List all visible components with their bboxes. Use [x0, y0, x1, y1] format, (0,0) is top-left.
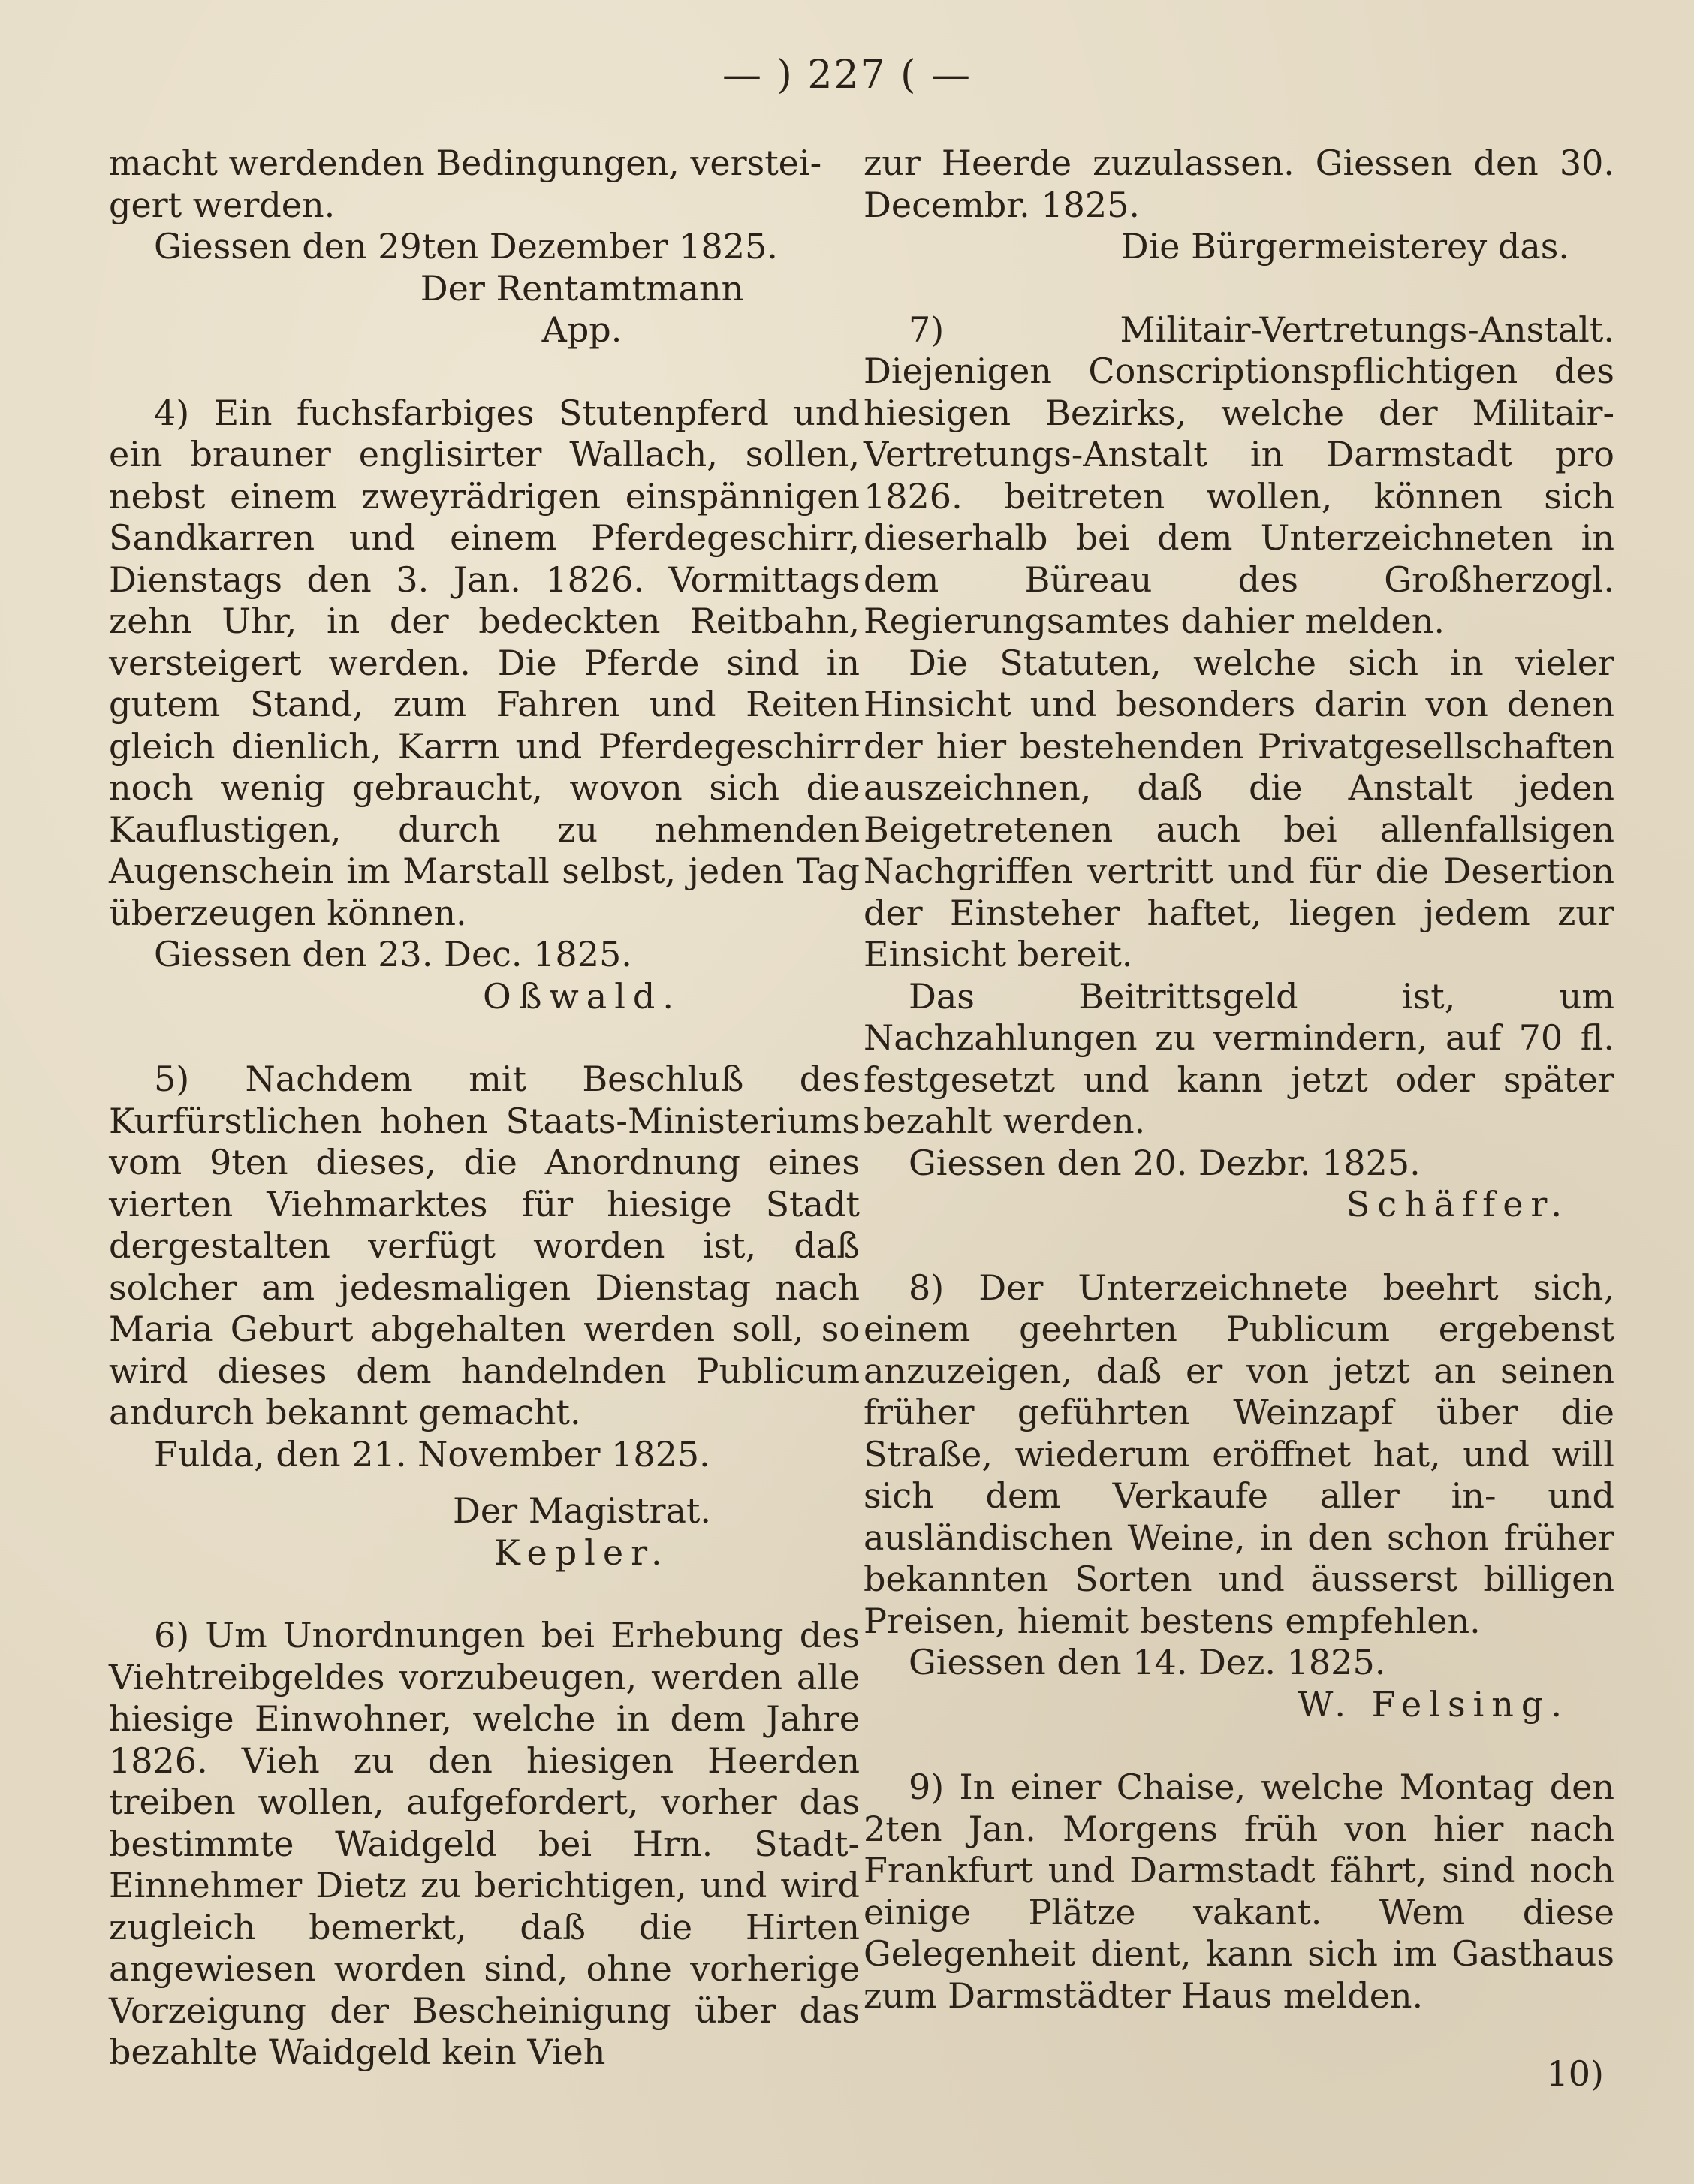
continued-text: macht werdenden Bedingungen, verstei- [109, 143, 822, 183]
notice-4-text: 4) Ein fuchsfarbiges Stutenpferd und ein brauner englisirter Wallach, sollen, nebst einem zweyrädrigen einspännigen Sandkarren und einem Pferdegeschirr, Dienstags den 3. Jan. 1826. Vormittags zehn Uhr, in der bedeckten Reitbahn, versteigert werden. Die Pferde sind in gutem Stand, zum Fahren und Reiten gleich dienlich, Karrn und Pferdegeschirr noch wenig gebraucht, wovon sich die Kauflustigen, durch zu nehmenden Augenschein im Marstall selbst, jeden Tag überzeugen können. [109, 392, 860, 933]
notice-9-text: 9) In einer Chaise, welche Montag den 2ten Jan. Morgens früh von hier nach Frankfurt und Darmstadt fährt, sind noch einige Plätze vakant. Wem diese Gelegenheit dient, kann sich im Gasthaus zum Darmstädter Haus melden. [864, 1767, 1614, 2016]
page-header: — ) 227 ( — [722, 53, 972, 98]
notice-4-date: Giessen den 23. Dec. 1825. [154, 934, 632, 975]
catchword: 10) [1546, 2053, 1604, 2094]
notice-7-text: 7) Militair-Vertretungs-Anstalt. Diejenigen Conscriptionspflichtigen des hiesigen Bezirks, welche der Militair-Vertretungs-Anstalt in Darmstadt pro 1826. beitreten wollen, können sich dieserhalb bei dem Unterzeichneten in dem Büreau des Großherzogl. Regierungsamtes dahier melden. [864, 309, 1614, 641]
notice-5-signature: Kepler. [494, 1532, 670, 1573]
notice-signature: Der Rentamtmann [420, 267, 744, 309]
notice-6-text: 6) Um Unordnungen bei Erhebung des Viehtreibgeldes vorzubeugen, werden alle hiesige Einwohner, welche in dem Jahre 1826. Vieh zu den hiesigen Heerden treiben wollen, aufgefordert, vorher das bestimmte Waidgeld bei Hrn. Stadt-Einnehmer Dietz zu berichtigen, und wird zugleich bemerkt, daß die Hirten angewiesen worden sind, ohne vorherige Vorzeigung der Bescheinigung über das bezahlte Waidgeld kein Vieh [109, 1615, 860, 2072]
notice-7-paragraph: Das Beitrittsgeld ist, um Nachzahlungen zu vermindern, auf 70 fl. festgesetzt und kann jetzt oder später bezahlt werden. [864, 975, 1614, 1141]
left-column [109, 143, 860, 2074]
notice-7-date: Giessen den 20. Dezbr. 1825. [909, 1142, 1421, 1183]
notice-5-signature: Der Magistrat. [452, 1490, 711, 1531]
notice-8-signature: W. Felsing. [1298, 1683, 1569, 1725]
notice-8-text: 8) Der Unterzeichnete beehrt sich, einem geehrten Publicum ergebenst anzuzeigen, daß er von jetzt an seinen früher geführten Weinzapf über die Straße, wiederum eröffnet hat, und will sich dem Verkaufe aller in- und ausländischen Weine, in den schon früher bekannten Sorten und äusserst billigen Preisen, hiemit bestens empfehlen. [864, 1267, 1614, 1641]
notice-6-signature: Die Bürgermeisterey das. [1120, 226, 1569, 267]
continued-text: gert werden. [109, 184, 336, 225]
notice-6-continued: zur Heerde zuzulassen. Giessen den 30. Decembr. 1825. [864, 143, 1614, 225]
right-column [864, 143, 1614, 2017]
notice-5-text: 5) Nachdem mit Beschluß des Kurfürstlichen hohen Staats-Ministeriums vom 9ten dieses, die Anordnung eines vierten Viehmarktes für hiesige Stadt dergestalten verfügt worden ist, daß solcher am jedesmaligen Dienstag nach Maria Geburt abgehalten werden soll, so wird dieses dem handelnden Publicum andurch bekannt gemacht. [109, 1059, 860, 1432]
notice-signature: App. [541, 309, 622, 350]
notice-7-paragraph: Die Statuten, welche sich in vieler Hinsicht und besonders darin von denen der hier bestehenden Privatgesellschaften auszeichnen, daß die Anstalt jeden Beigetretenen auch bei allenfallsigen Nachgriffen vertritt und für die Desertion der Einsteher haftet, liegen jedem zur Einsicht bereit. [864, 642, 1614, 975]
notice-5-date: Fulda, den 21. November 1825. [154, 1433, 710, 1475]
notice-4-signature: Oßwald. [482, 975, 682, 1017]
notice-date: Giessen den 29ten Dezember 1825. [154, 226, 778, 267]
notice-8-date: Giessen den 14. Dez. 1825. [909, 1642, 1386, 1682]
notice-7-signature: Schäffer. [1346, 1184, 1569, 1225]
